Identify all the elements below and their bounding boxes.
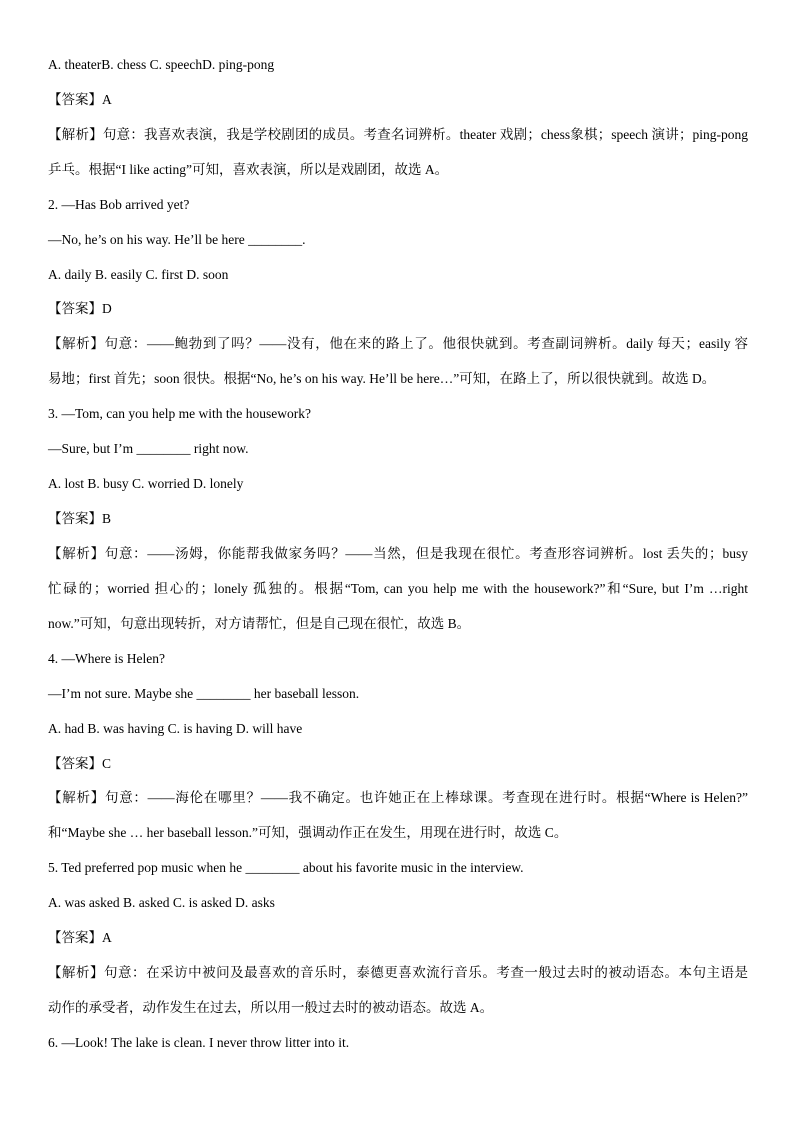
answer-label: 【答案】B [48, 511, 112, 526]
question-line: 5. Ted preferred pop music when he ________ about his favorite music in the interview. [48, 860, 524, 875]
answer-label: 【答案】D [48, 301, 112, 316]
answer-label: 【答案】A [48, 92, 112, 107]
question-line: —Sure, but I’m ________ right now. [48, 441, 249, 456]
explanation-line: now.”可知，句意出现转折，对方请帮忙，但是自己现在很忙，故选 B。 [48, 616, 471, 631]
options-line: A. had B. was having C. is having D. will have [48, 721, 303, 736]
explanation-line: 【解析】句意：我喜欢表演，我是学校剧团的成员。考查名词辨析。theater 戏剧；chess象棋；speech 演讲；ping-pong [48, 127, 748, 142]
options-line: A. theaterB. chess C. speechD. ping-pong [48, 57, 275, 72]
question-line: 6. —Look! The lake is clean. I never throw litter into it. [48, 1035, 350, 1050]
question-line: 2. —Has Bob arrived yet? [48, 197, 190, 212]
answer-label: 【答案】A [48, 930, 112, 945]
explanation-line: 【解析】句意：——海伦在哪里？——我不确定。也许她正在上棒球课。考查现在进行时。根据“Where is Helen?” [48, 790, 748, 805]
question-line: 4. —Where is Helen? [48, 651, 165, 666]
question-line: —I’m not sure. Maybe she ________ her baseball lesson. [48, 686, 360, 701]
explanation-line: 【解析】句意：——鲍勃到了吗？——没有，他在来的路上了。他很快就到。考查副词辨析。daily 每天；easily 容 [48, 336, 748, 351]
explanation-line: 动作的承受者，动作发生在过去，所以用一般过去时的被动语态。故选 A。 [48, 1000, 494, 1015]
explanation-line: 和“Maybe she … her baseball lesson.”可知，强调动作正在发生，用现在进行时，故选 C。 [48, 825, 568, 840]
options-line: A. daily B. easily C. first D. soon [48, 267, 229, 282]
explanation-line: 易地；first 首先；soon 很快。根据“No, he’s on his way. He’ll be here…”可知，在路上了，所以很快就到。故选 D。 [48, 371, 716, 386]
question-line: —No, he’s on his way. He’ll be here ________. [48, 232, 306, 247]
explanation-line: 【解析】句意：——汤姆，你能帮我做家务吗？——当然，但是我现在很忙。考查形容词辨析。lost 丢失的；busy [48, 546, 748, 561]
answer-label: 【答案】C [48, 756, 112, 771]
options-line: A. lost B. busy C. worried D. lonely [48, 476, 244, 491]
question-line: 3. —Tom, can you help me with the housework? [48, 406, 311, 421]
explanation-line: 乒乓。根据“I like acting”可知，喜欢表演，所以是戏剧团，故选 A。 [48, 162, 449, 177]
explanation-line: 【解析】句意：在采访中被问及最喜欢的音乐时，泰德更喜欢流行音乐。考查一般过去时的被动语态。本句主语是 [48, 965, 748, 980]
options-line: A. was asked B. asked C. is asked D. asks [48, 895, 275, 910]
explanation-line: 忙碌的；worried 担心的；lonely 孤独的。根据“Tom, can you help me with the housework?”和“Sure, but I’m …right [48, 581, 748, 596]
